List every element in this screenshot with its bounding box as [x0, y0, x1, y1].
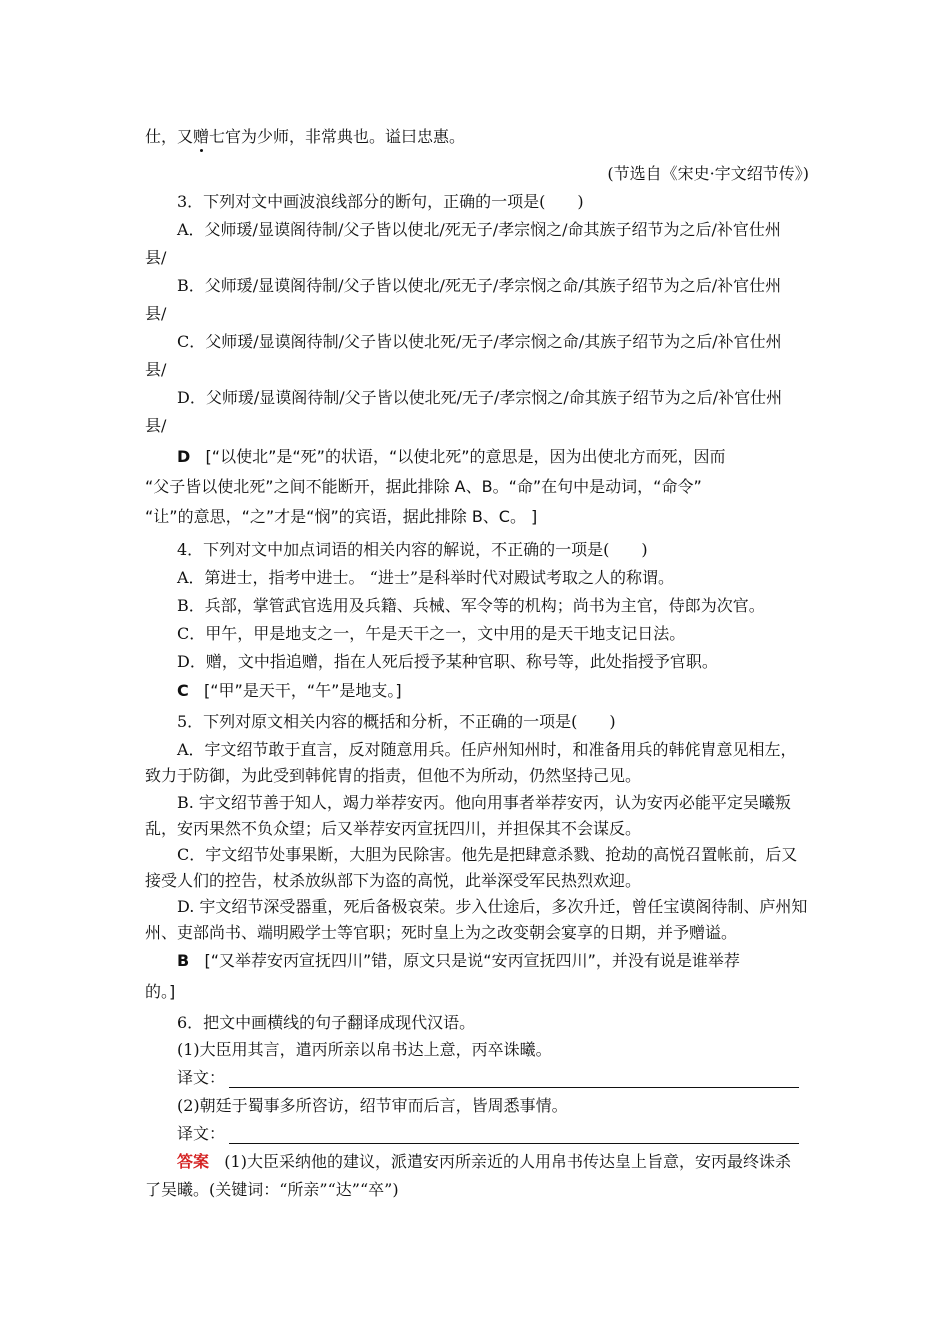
answer-blank[interactable]	[229, 1073, 799, 1088]
q5-option-a: A．宇文绍节敢于直言，反对随意用兵。任庐州知州时，和准备用兵的韩侂胄意见相左，	[177, 740, 797, 759]
q6-answer-line2: 了吴曦。(关键词：“所亲”“达”“卒”)	[145, 1180, 399, 1199]
explanation-text: [“甲”是天干，“午”是地支。]	[204, 681, 402, 700]
q3-option-a-cont: 县/	[145, 248, 167, 267]
q5-explanation	[177, 951, 809, 971]
answer-text: (1)大臣采纳他的建议，派遣安丙所亲近的人用帛书传达皇上旨意，安丙最终诛杀	[224, 1152, 791, 1171]
question-5-stem: 5．下列对原文相关内容的概括和分析，不正确的一项是( )	[177, 712, 616, 731]
q5-option-d-cont: 州、吏部尚书、端明殿学士等官职；死时皇上为之改变朝会宴享的日期，并予赠谥。	[145, 923, 738, 942]
q3-option-d-cont: 县/	[145, 416, 167, 435]
q5-option-d: D. 宇文绍节深受器重，死后备极哀荣。步入仕途后，多次升迁，曾任宝谟阁待制、庐州知	[177, 897, 808, 916]
source-citation: (节选自《宋史·宇文绍节传》)	[607, 164, 809, 183]
q4-answer: C	[177, 681, 189, 700]
explanation-text: [“又举荐安丙宣抚四川”错，原文只是说“安丙宣抚四川”，并没有说是谁举荐	[204, 951, 740, 970]
translation-label: 译文：	[177, 1124, 226, 1143]
q5-option-c-cont: 接受人们的控告，杖杀放纵部下为盗的高悦，此举深受军民热烈欢迎。	[145, 871, 642, 890]
q4-explanation	[177, 681, 809, 701]
q3-option-b-cont: 县/	[145, 304, 167, 323]
q4-option-a: A．第进士，指考中进士。 “进士”是科举时代对殿试考取之人的称谓。	[177, 568, 675, 587]
q6-sentence-1: (1)大臣用其言，遣丙所亲以帛书达上意，丙卒诛曦。	[177, 1040, 552, 1059]
question-6-stem: 6．把文中画横线的句子翻译成现代汉语。	[177, 1013, 476, 1032]
q5-answer: B	[177, 951, 190, 970]
answer-blank[interactable]	[229, 1129, 799, 1144]
q3-answer: D	[177, 447, 191, 466]
q3-option-c: C．父师瑗/显谟阁待制/父子皆以使北死/无子/孝宗悯之命/其族子绍节为之后/补官仕州	[177, 332, 782, 351]
q5-option-c: C．宇文绍节处事果断，大胆为民除害。他先是把肆意杀戮、抢劫的高悦召置帐前，后又	[177, 845, 798, 864]
question-4-stem: 4．下列对文中加点词语的相关内容的解说，不正确的一项是( )	[177, 540, 648, 559]
q5-option-a-cont: 致力于防御，为此受到韩侂胄的指责，但他不为所动，仍然坚持己见。	[145, 766, 642, 785]
q6-answer	[177, 1152, 809, 1172]
q3-option-b: B．父师瑗/显谟阁待制/父子皆以使北/死无子/孝宗悯之命/其族子绍节为之后/补官仕州	[177, 276, 782, 295]
passage-text: 仕，又	[145, 127, 194, 146]
q6-translation-1	[177, 1068, 809, 1088]
explanation-text: [“以使北”是“死”的状语，“以使北死”的意思是，因为出使北方而死，因而	[205, 447, 726, 466]
translation-label: 译文：	[177, 1068, 226, 1087]
q5-option-b-cont: 乱，安丙果然不负众望；后又举荐安丙宣抚四川，并担保其不会谋反。	[145, 819, 642, 838]
q3-explanation-line2: “父子皆以使北死”之间不能断开，据此排除 A、B。“命”在句中是动词，“命令”	[145, 477, 702, 496]
passage-text: 七官为少师，非常典也。谥曰忠惠。	[209, 127, 466, 146]
q6-translation-2	[177, 1124, 809, 1144]
q5-option-b: B. 宇文绍节善于知人，竭力举荐安丙。他向用事者举荐安丙，认为安丙必能平定吴曦叛	[177, 793, 791, 812]
q4-option-b: B．兵部，掌管武官选用及兵籍、兵械、军令等的机构；尚书为主官，侍郎为次官。	[177, 596, 765, 615]
question-3-stem: 3．下列对文中画波浪线部分的断句，正确的一项是( )	[177, 192, 584, 211]
q3-option-c-cont: 县/	[145, 360, 167, 379]
q5-explanation-line2: 的。]	[145, 982, 176, 1001]
dotted-word: 赠	[193, 127, 210, 146]
q3-option-a: A．父师瑗/显谟阁待制/父子皆以使北/死无子/孝宗悯之/命其族子绍节为之后/补官仕州	[177, 220, 781, 239]
passage-line	[145, 127, 809, 147]
answer-label: 答案	[177, 1152, 210, 1171]
q4-option-c: C．甲午，甲是地支之一，午是天干之一，文中用的是天干地支记日法。	[177, 624, 686, 643]
q3-explanation	[177, 447, 809, 467]
q3-explanation-line3: “让”的意思，“之”才是“悯”的宾语，据此排除 B、C。 ]	[145, 507, 538, 526]
q6-sentence-2: (2)朝廷于蜀事多所咨访，绍节审而后言，皆周悉事情。	[177, 1096, 568, 1115]
q4-option-d: D．赠，文中指追赠，指在人死后授予某种官职、称号等，此处指授予官职。	[177, 652, 718, 671]
q3-option-d: D．父师瑗/显谟阁待制/父子皆以使北死/无子/孝宗悯之/命其族子绍节为之后/补官仕州	[177, 388, 783, 407]
